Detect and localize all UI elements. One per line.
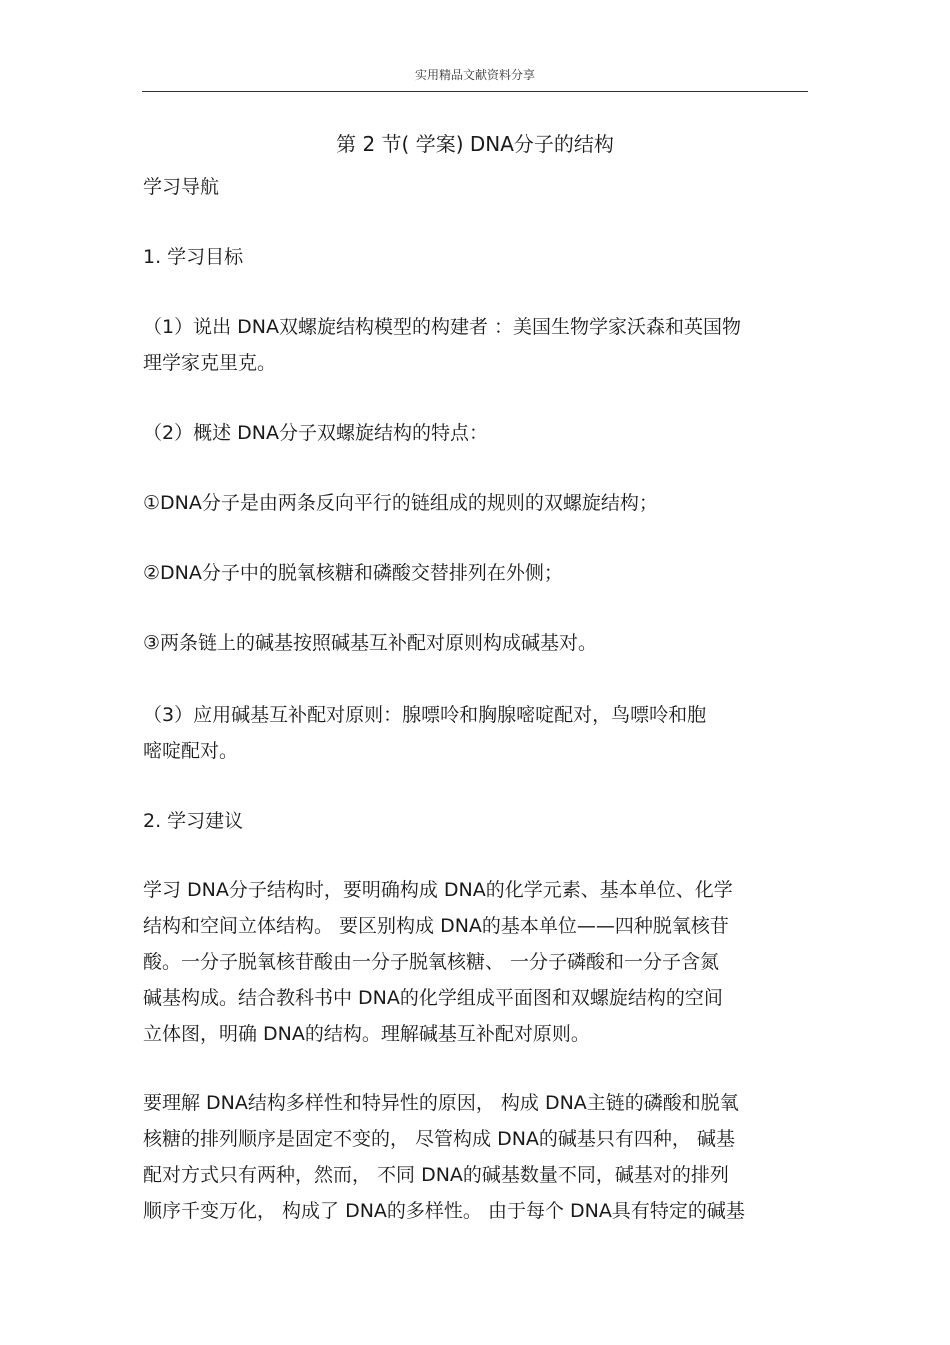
text-line: 理学家克里克。 bbox=[143, 352, 277, 374]
feature-3 bbox=[143, 625, 813, 661]
text-line: 2. 学习建议 bbox=[143, 810, 244, 832]
text-line: （2）概述 DNA分子双螺旋结构的特点： bbox=[143, 422, 488, 444]
subheading-suggestions bbox=[143, 803, 813, 839]
text-line: 要理解 DNA结构多样性和特异性的原因， 构成 DNA主链的磷酸和脱氧 bbox=[143, 1092, 739, 1114]
text-line: 顺序千变万化， 构成了 DNA的多样性。 由于每个 DNA具有特定的碱基 bbox=[143, 1200, 745, 1222]
text-line: 酸。一分子脱氧核苷酸由一分子脱氧核糖、 一分子磷酸和一分子含氮 bbox=[143, 951, 720, 973]
text-line: 嘧啶配对。 bbox=[143, 740, 239, 762]
feature-1 bbox=[143, 485, 813, 521]
objective-3 bbox=[143, 697, 813, 769]
text-line: ①DNA分子是由两条反向平行的链组成的规则的双螺旋结构； bbox=[143, 492, 658, 514]
text-line: ②DNA分子中的脱氧核糖和磷酸交替排列在外侧； bbox=[143, 562, 563, 584]
text-line: 学习导航 bbox=[143, 176, 220, 198]
subheading-objectives bbox=[143, 239, 813, 275]
header-divider bbox=[142, 91, 808, 92]
paragraph-suggestion-1 bbox=[143, 872, 813, 1052]
text-line: （1）说出 DNA双螺旋结构模型的构建者 ：美国生物学家沃森和英国物 bbox=[143, 316, 742, 338]
text-line: （3）应用碱基互补配对原则：腺嘌呤和胸腺嘧啶配对，鸟嘌呤和胞 bbox=[143, 704, 707, 726]
section-heading-study-guide bbox=[143, 169, 813, 205]
text-line: 结构和空间立体结构。 要区别构成 DNA的基本单位——四种脱氧核苷 bbox=[143, 915, 729, 937]
feature-2 bbox=[143, 555, 813, 591]
document-title: 第 2 节( 学案) DNA分子的结构 bbox=[336, 132, 614, 156]
page-header: 实用精品文献资料分享 bbox=[414, 68, 535, 82]
text-line: 学习 DNA分子结构时，要明确构成 DNA的化学元素、基本单位、化学 bbox=[143, 879, 733, 901]
objective-2 bbox=[143, 415, 813, 451]
objective-1 bbox=[143, 309, 813, 381]
text-line: 核糖的排列顺序是固定不变的， 尽管构成 DNA的碱基只有四种， 碱基 bbox=[143, 1128, 735, 1150]
text-line: 立体图，明确 DNA的结构。理解碱基互补配对原则。 bbox=[143, 1023, 590, 1045]
text-line: 碱基构成。结合教科书中 DNA的化学组成平面图和双螺旋结构的空间 bbox=[143, 987, 723, 1009]
paragraph-suggestion-2 bbox=[143, 1085, 813, 1229]
text-line: 配对方式只有两种，然而， 不同 DNA的碱基数量不同，碱基对的排列 bbox=[143, 1164, 729, 1186]
text-line: ③两条链上的碱基按照碱基互补配对原则构成碱基对。 bbox=[143, 632, 598, 654]
text-line: 1. 学习目标 bbox=[143, 246, 244, 268]
